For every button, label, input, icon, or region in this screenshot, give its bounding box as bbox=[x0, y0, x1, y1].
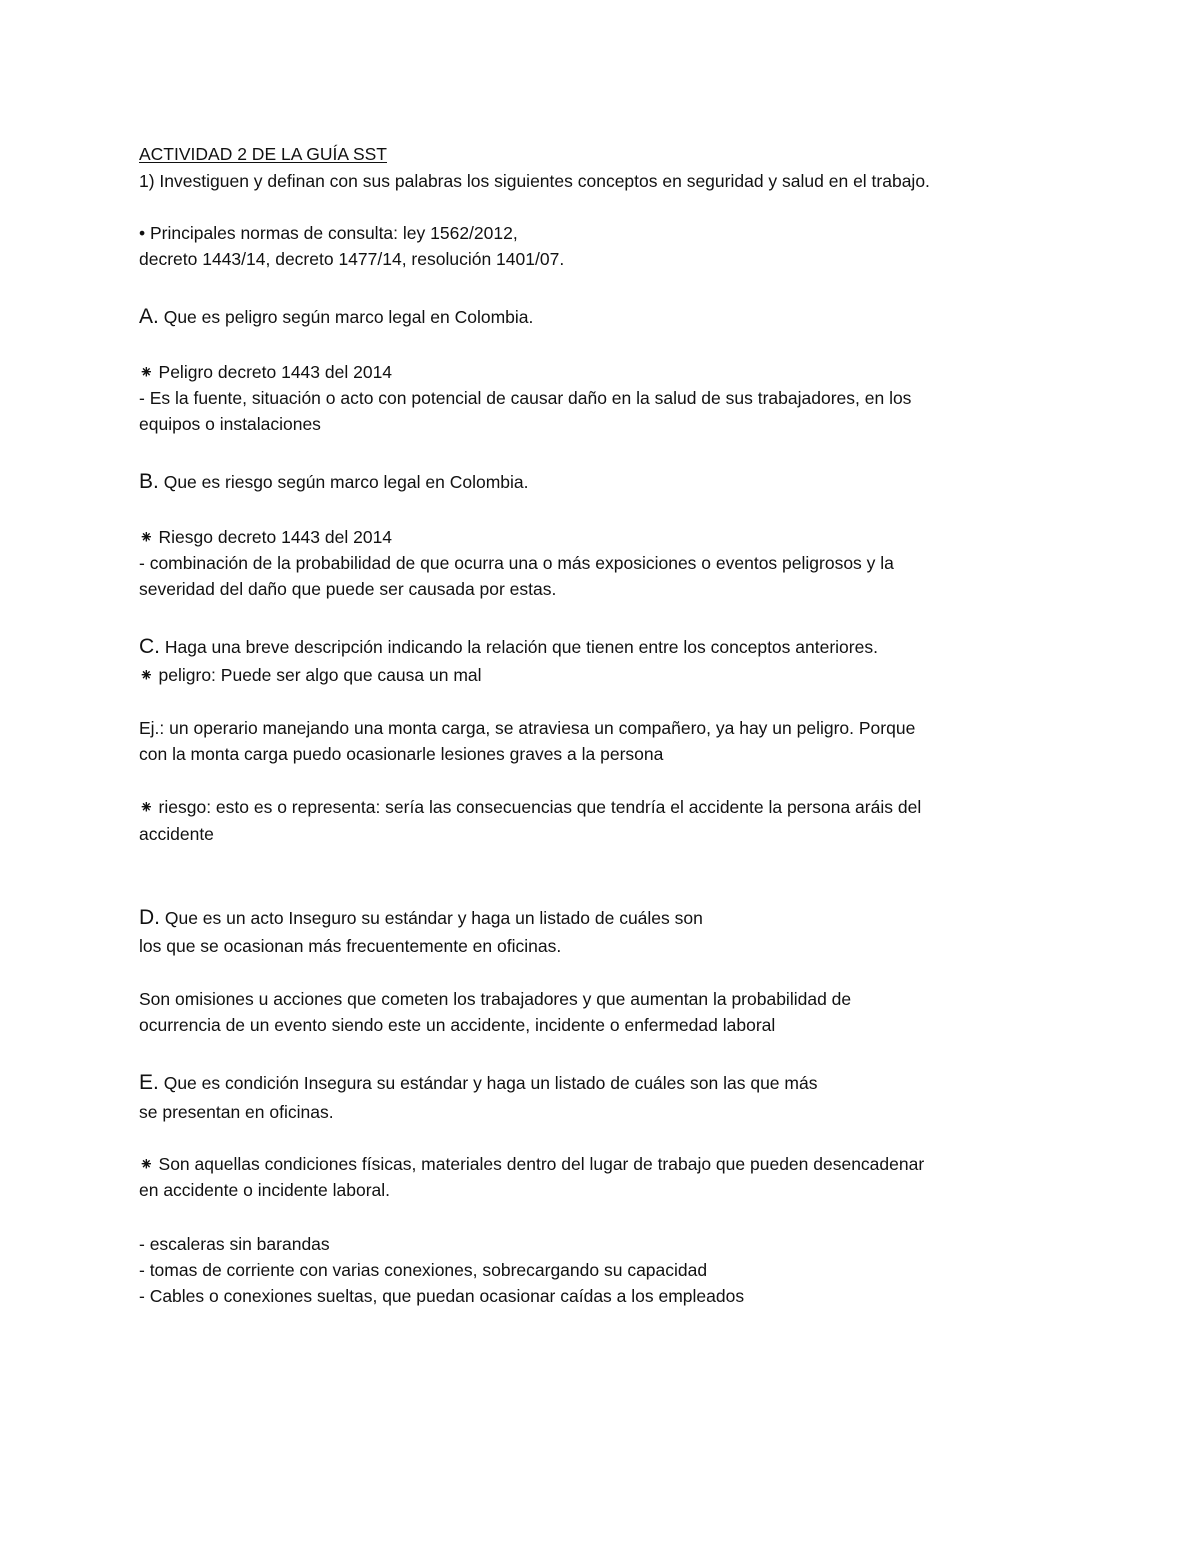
section-e-heading bbox=[139, 1072, 817, 1094]
section-c-line: Ej.: un operario manejando una monta carga, se atraviesa un compañero, ya hay un peligro. Porque bbox=[139, 718, 916, 738]
section-b-line: - combinación de la probabilidad de que ocurra una o más exposiciones o eventos peligrosos y la bbox=[139, 553, 894, 573]
section-a-question: Que es peligro según marco legal en Colombia. bbox=[158, 307, 534, 327]
section-e-letter: E. bbox=[139, 1071, 159, 1094]
section-c-line: ⁕ riesgo: esto es o representa: sería las consecuencias que tendría el accidente la persona aráis del bbox=[139, 797, 922, 817]
section-a-line: equipos o instalaciones bbox=[139, 414, 321, 434]
instruction-text: 1) Investiguen y definan con sus palabras los siguientes conceptos en seguridad y salud en el trabajo. bbox=[139, 171, 930, 191]
section-c-line: con la monta carga puedo ocasionarle lesiones graves a la persona bbox=[139, 744, 664, 764]
section-a-line: ⁕ Peligro decreto 1443 del 2014 bbox=[139, 362, 393, 382]
section-d-heading bbox=[139, 907, 703, 929]
norms-line-1: • Principales normas de consulta: ley 1562/2012, bbox=[139, 223, 518, 243]
section-a-heading bbox=[139, 306, 533, 328]
section-c-line: accidente bbox=[139, 824, 214, 844]
section-e-line: - escaleras sin barandas bbox=[139, 1234, 330, 1254]
section-e-line: - tomas de corriente con varias conexiones, sobrecargando su capacidad bbox=[139, 1260, 708, 1280]
norms-line-2: decreto 1443/14, decreto 1477/14, resolución 1401/07. bbox=[139, 249, 565, 269]
section-d-line: ocurrencia de un evento siendo este un accidente, incidente o enfermedad laboral bbox=[139, 1015, 776, 1035]
section-c-heading bbox=[139, 636, 878, 658]
document-title: ACTIVIDAD 2 DE LA GUÍA SST bbox=[139, 144, 387, 164]
section-e-line: ⁕ Son aquellas condiciones físicas, materiales dentro del lugar de trabajo que pueden desencadenar bbox=[139, 1154, 925, 1174]
section-d-letter: D. bbox=[139, 906, 160, 929]
section-c-question: Haga una breve descripción indicando la relación que tienen entre los conceptos anteriores. bbox=[160, 637, 878, 657]
section-d-line: Son omisiones u acciones que cometen los trabajadores y que aumentan la probabilidad de bbox=[139, 989, 852, 1009]
section-e-question: Que es condición Insegura su estándar y haga un listado de cuáles son las que más bbox=[158, 1073, 818, 1093]
section-b-line: severidad del daño que puede ser causada por estas. bbox=[139, 579, 557, 599]
section-b-heading bbox=[139, 471, 529, 493]
section-b-line: ⁕ Riesgo decreto 1443 del 2014 bbox=[139, 527, 393, 547]
section-d-question-cont: los que se ocasionan más frecuentemente en oficinas. bbox=[139, 936, 562, 956]
section-e-line: - Cables o conexiones sueltas, que puedan ocasionar caídas a los empleados bbox=[139, 1286, 745, 1306]
section-c-line: ⁕ peligro: Puede ser algo que causa un mal bbox=[139, 665, 482, 685]
section-a-line: - Es la fuente, situación o acto con potencial de causar daño en la salud de sus trabajadores, en los bbox=[139, 388, 912, 408]
section-c-letter: C. bbox=[139, 635, 160, 658]
section-b-letter: B. bbox=[139, 470, 159, 493]
section-e-question-cont: se presentan en oficinas. bbox=[139, 1102, 334, 1122]
section-e-line: en accidente o incidente laboral. bbox=[139, 1180, 391, 1200]
section-b-question: Que es riesgo según marco legal en Colombia. bbox=[158, 472, 529, 492]
section-d-question: Que es un acto Inseguro su estándar y haga un listado de cuáles son bbox=[160, 908, 703, 928]
section-a-letter: A. bbox=[139, 305, 159, 328]
